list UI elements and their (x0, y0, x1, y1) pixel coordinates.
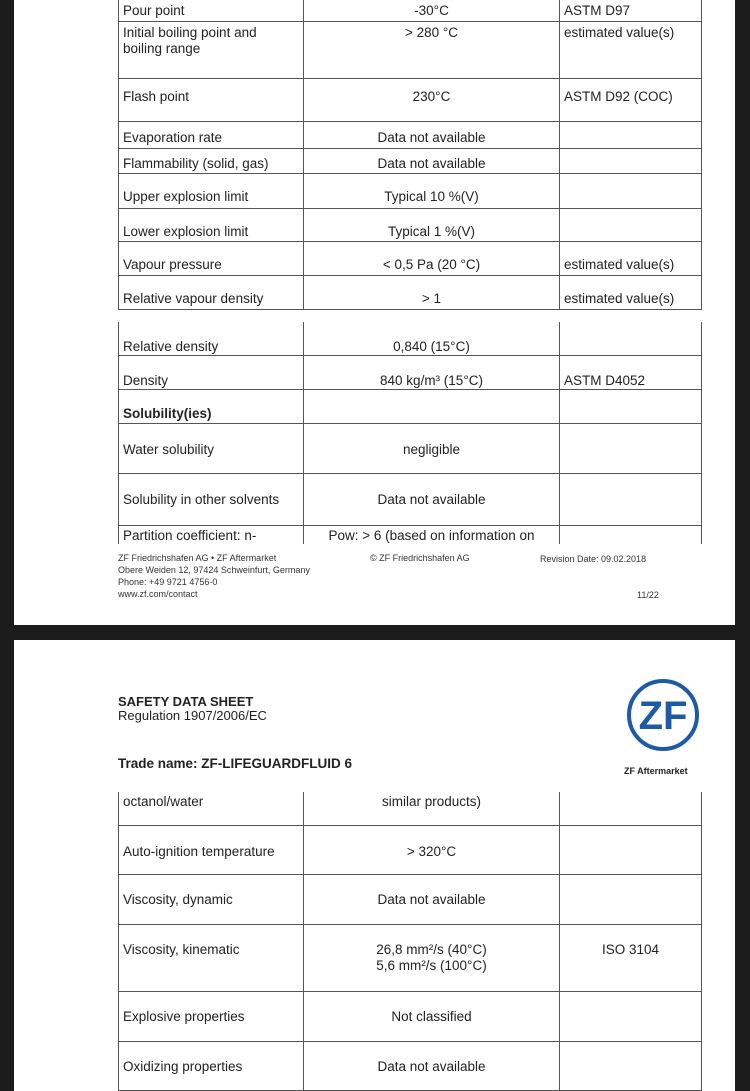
zf-logo (626, 678, 700, 752)
property-cell: Pour point (118, 0, 304, 21)
sds-title: SAFETY DATA SHEET (118, 694, 254, 709)
table-row (118, 209, 702, 242)
table-row (118, 242, 702, 276)
table-row (118, 149, 702, 174)
table-row (118, 174, 702, 209)
value-line: 26,8 mm²/s (40°C) (376, 942, 487, 957)
method-cell (560, 526, 702, 544)
table-row (118, 875, 702, 925)
value-cell: similar products) (304, 792, 560, 825)
property-cell: Auto-ignition temperature (118, 826, 304, 874)
method-cell (560, 424, 702, 473)
method-cell (560, 992, 702, 1041)
property-cell: Evaporation rate (118, 122, 304, 148)
footer-phone: Phone: +49 9721 4756-0 (118, 577, 218, 587)
document-page-12 (14, 640, 735, 1091)
value-cell: 0,840 (15°C) (304, 322, 560, 355)
property-cell: Oxidizing properties (118, 1042, 304, 1090)
table-row (118, 0, 702, 22)
footer-web: www.zf.com/contact (118, 589, 198, 599)
footer-company (118, 552, 310, 600)
value-cell: > 1 (304, 276, 560, 309)
table-row (118, 356, 702, 390)
value-cell: Not classified (304, 992, 560, 1041)
value-cell: Data not available (304, 875, 560, 924)
table-row (118, 992, 702, 1042)
properties-table-upper (118, 0, 702, 310)
property-cell: Initial boiling point and boiling range (118, 22, 304, 78)
footer-revision-date: Revision Date: 09.02.2018 (540, 554, 647, 564)
properties-table-lower (118, 322, 702, 544)
table-row (118, 474, 702, 526)
value-cell: Typical 1 %(V) (304, 209, 560, 241)
property-cell: octanol/water (118, 792, 304, 825)
table-row (118, 276, 702, 310)
footer-address: Obere Weiden 12, 97424 Schweinfurt, Germany (118, 565, 310, 575)
value-cell (304, 390, 560, 423)
value-cell: 230°C (304, 79, 560, 121)
properties-table-continued (118, 792, 702, 1091)
property-cell: Relative vapour density (118, 276, 304, 309)
value-cell: 840 kg/m³ (15°C) (304, 356, 560, 389)
zf-aftermarket-caption: ZF Aftermarket (624, 766, 688, 776)
table-row (118, 792, 702, 826)
property-cell: Viscosity, kinematic (118, 925, 304, 991)
value-cell: negligible (304, 424, 560, 473)
trade-name: Trade name: ZF-LIFEGUARDFLUID 6 (118, 756, 353, 771)
table-row (118, 925, 702, 992)
value-cell: Data not available (304, 149, 560, 173)
method-cell: estimated value(s) (560, 276, 702, 309)
property-cell: Vapour pressure (118, 242, 304, 275)
table-row (118, 79, 702, 122)
document-page-11 (14, 0, 735, 625)
table-row (118, 22, 702, 79)
table-row (118, 1042, 702, 1091)
property-cell: Partition coefficient: n- (118, 526, 304, 544)
footer-page-number: 11/22 (637, 590, 659, 600)
table-row (118, 122, 702, 149)
method-cell (560, 826, 702, 874)
method-cell (560, 122, 702, 148)
table-row (118, 390, 702, 424)
method-cell: ASTM D92 (COC) (560, 79, 702, 121)
property-cell: Viscosity, dynamic (118, 875, 304, 924)
property-cell: Density (118, 356, 304, 389)
value-cell: Data not available (304, 1042, 560, 1090)
property-cell: Explosive properties (118, 992, 304, 1041)
property-cell: Flammability (solid, gas) (118, 149, 304, 173)
method-cell (560, 149, 702, 173)
value-cell (304, 925, 560, 991)
footer-company-line: ZF Friedrichshafen AG • ZF Aftermarket (118, 553, 277, 563)
sds-regulation: Regulation 1907/2006/EC (118, 708, 267, 723)
method-cell: ASTM D4052 (560, 356, 702, 389)
property-cell: Relative density (118, 322, 304, 355)
property-cell: Solubility in other solvents (118, 474, 304, 525)
method-cell (560, 474, 702, 525)
method-cell: estimated value(s) (560, 22, 702, 78)
property-cell: Lower explosion limit (118, 209, 304, 241)
footer-copyright: © ZF Friedrichshafen AG (370, 553, 470, 563)
value-cell: Pow: > 6 (based on information on (304, 526, 560, 544)
property-cell: Upper explosion limit (118, 174, 304, 208)
value-cell: Data not available (304, 122, 560, 148)
method-cell (560, 209, 702, 241)
zf-logo-text: ZF (638, 694, 688, 738)
method-cell (560, 174, 702, 208)
section-heading: Solubility(ies) (118, 390, 304, 423)
property-cell: Flash point (118, 79, 304, 121)
table-row (118, 424, 702, 474)
method-cell (560, 322, 702, 355)
method-cell: estimated value(s) (560, 242, 702, 275)
method-cell (560, 390, 702, 423)
method-cell (560, 792, 702, 825)
table-row (118, 826, 702, 875)
value-cell: < 0,5 Pa (20 °C) (304, 242, 560, 275)
value-cell: > 280 °C (304, 22, 560, 78)
value-cell: Data not available (304, 474, 560, 525)
method-cell (560, 1042, 702, 1090)
method-cell (560, 875, 702, 924)
table-row (118, 322, 702, 356)
value-cell: > 320°C (304, 826, 560, 874)
value-line: 5,6 mm²/s (100°C) (376, 958, 487, 973)
value-cell: -30°C (304, 0, 560, 21)
value-cell: Typical 10 %(V) (304, 174, 560, 208)
table-row (118, 526, 702, 544)
property-cell: Water solubility (118, 424, 304, 473)
method-cell: ASTM D97 (560, 0, 702, 21)
method-cell: ISO 3104 (560, 925, 702, 991)
